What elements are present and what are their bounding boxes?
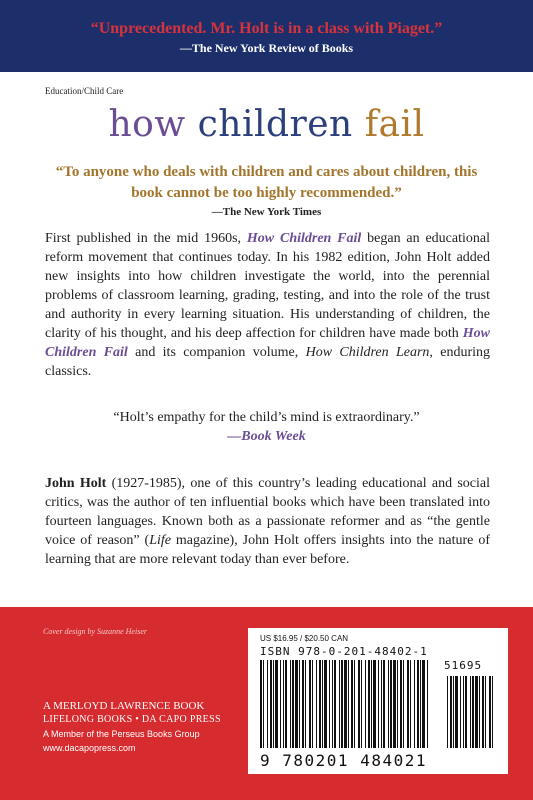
author-bio-text: magazine), John Holt offers insights into the nature of learning that are more relevant today than ever before. [45,533,490,567]
book-title-mention: How Children Fail [246,231,362,246]
description-text: First published in the mid 1960s, [45,231,247,246]
publisher-block [43,699,221,755]
description-paragraph [45,229,490,381]
publisher-imprint: A MERLOYD LAWRENCE BOOK [43,700,205,712]
author-bio-paragraph [45,474,490,569]
title-word-how: how [108,104,186,145]
review-quote: “Holt’s empathy for the child’s mind is extraordinary.” [113,410,420,425]
magazine-name: Life [149,533,171,548]
description-text: , enduring classics. [45,345,490,379]
barcode-icon [260,660,496,752]
description-text: began an educational reform movement that continues today. In his 1982 edition, John Holt added new insights into how children investigate the world, into the perennial problems of classroom learning, grading, testing, and into the role of the trust and authority in every learning situation. His understanding of children, the clarity of his thought, and his deep affection for children have made both [45,231,490,341]
top-banner-quote: “Unprecedented. Mr. Holt is in a class with Piaget.” [90,20,443,37]
author-name: John Holt [45,476,107,491]
review-attribution: —Book Week [227,429,306,444]
ean-number: 9 780201 484021 [260,751,427,770]
publisher-group: A Member of the Perseus Books Group [43,729,200,739]
cover-credit: Cover design by Suzanne Heiser [43,627,147,636]
price-label: US $16.95 / $20.50 CAN [260,634,349,643]
publisher-name: LIFELONG BOOKS • DA CAPO PRESS [43,714,221,725]
publisher-website: www.dacapopress.com [43,743,136,753]
book-title [0,104,533,145]
companion-title-mention: How Children Learn [305,345,430,360]
top-banner-attribution: —The New York Review of Books [179,41,354,55]
book-title-mention: How Children Fail [45,326,490,360]
title-word-children: children [197,104,353,145]
barcode-box [248,628,508,774]
author-bio-text: (1927-1985), one of this country’s leading educational and social critics, was the author of ten influential books which have been translated into fourteen languages. Known both as a passionate reformer and as “the gentle voice of reason” ( [45,476,491,548]
barcode-addon-number: 51695 [444,659,483,672]
category-label: Education/Child Care [45,86,124,96]
pull-quote: “To anyone who deals with children and cares about children, this book cannot be too highly recommended.” [55,164,478,201]
title-word-fail: fail [364,104,425,145]
pull-quote-attribution: —The New York Times [211,206,322,218]
isbn-label: ISBN 978-0-201-48402-1 [260,645,428,658]
description-text: and its companion volume, [127,345,306,360]
